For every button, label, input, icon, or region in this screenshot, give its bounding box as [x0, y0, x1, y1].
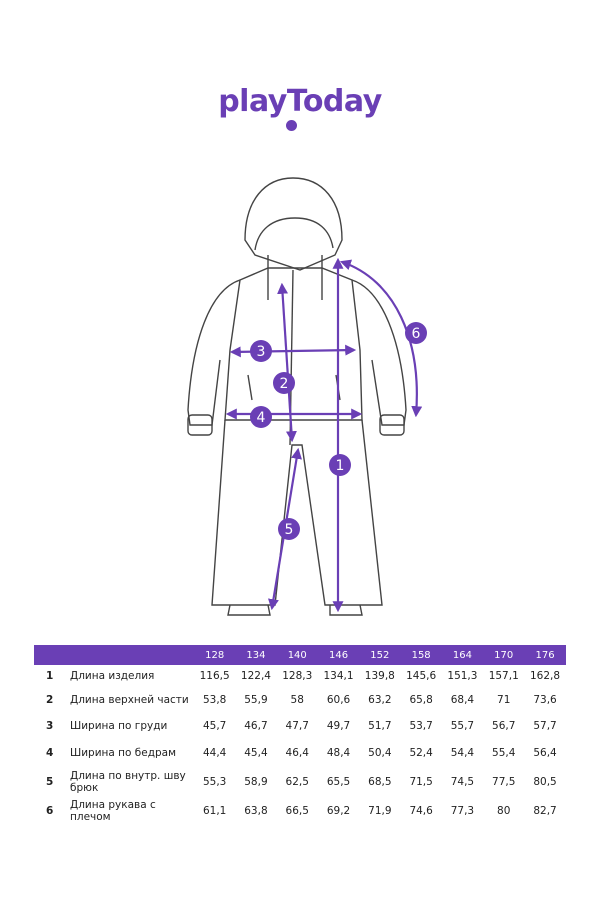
table-cell: 71,5: [409, 776, 433, 788]
table-cell: 45,4: [244, 747, 268, 759]
table-cell: 52,4: [409, 747, 433, 759]
table-row: [34, 767, 566, 797]
table-cell: 60,6: [326, 694, 351, 706]
size-header: 164: [452, 649, 472, 661]
table-cell: 53,8: [202, 694, 227, 706]
garment-diagram: [0, 160, 600, 630]
table-cell: 61,1: [202, 805, 227, 817]
size-header: 128: [205, 649, 225, 661]
measure-line-2: [279, 285, 292, 440]
row-number: 3: [46, 720, 54, 732]
table-row: [34, 797, 566, 825]
svg-text:6: 6: [411, 326, 421, 342]
table-cell: 55,7: [450, 720, 475, 732]
table-cell: 151,3: [447, 670, 478, 682]
svg-text:1: 1: [335, 458, 345, 474]
table-cell: 46,7: [244, 720, 268, 732]
table-cell: 68,4: [450, 694, 475, 706]
measure-badge-1: [329, 454, 351, 476]
table-cell: 68,5: [368, 776, 392, 788]
table-cell: 71,9: [368, 805, 392, 817]
table-cell: 74,5: [450, 776, 475, 788]
table-cell: 57,7: [533, 720, 557, 732]
svg-text:4: 4: [256, 410, 266, 426]
garment-outline: [188, 178, 406, 615]
table-cell: 71: [497, 694, 511, 706]
table-cell: 50,4: [368, 747, 392, 759]
row-label: Ширина по груди: [70, 720, 168, 732]
table-cell: 77,3: [450, 805, 475, 817]
table-cell: 69,2: [326, 805, 351, 817]
row-label: Ширина по бедрам: [70, 747, 177, 759]
table-cell: 77,5: [492, 776, 516, 788]
measure-badge-2: [273, 372, 295, 394]
table-cell: 55,3: [202, 776, 227, 788]
table-cell: 48,4: [326, 747, 351, 759]
size-header: 152: [370, 649, 390, 661]
row-label: Длина по внутр. шву брюк: [70, 770, 186, 794]
size-header: 146: [328, 649, 349, 661]
row-label: Длина рукава с плечом: [70, 799, 156, 823]
size-header: 170: [494, 649, 514, 661]
table-cell: 116,5: [199, 670, 230, 682]
measure-badge-6: [405, 322, 427, 344]
table-cell: 139,8: [364, 670, 395, 682]
table-cell: 157,1: [488, 670, 519, 682]
table-cell: 53,7: [409, 720, 433, 732]
brand-logo: playToday: [218, 84, 382, 119]
size-header: 158: [411, 649, 431, 661]
row-number: 1: [46, 670, 54, 682]
table-cell: 80,5: [533, 776, 557, 788]
table-row: [34, 739, 566, 767]
row-label: Длина верхней части: [70, 694, 189, 706]
table-cell: 45,7: [202, 720, 227, 732]
row-number: 2: [46, 694, 54, 706]
table-cell: 74,6: [409, 805, 433, 817]
table-cell: 65,8: [409, 694, 433, 706]
measure-badge-5: [278, 518, 300, 540]
measure-badge-4: [250, 406, 272, 428]
row-number: 4: [46, 747, 54, 759]
table-cell: 49,7: [326, 720, 351, 732]
table-cell: 46,4: [285, 747, 309, 759]
table-cell: 63,2: [368, 694, 392, 706]
table-cell: 58: [290, 694, 304, 706]
table-cell: 55,4: [492, 747, 516, 759]
table-cell: 145,6: [406, 670, 437, 682]
table-cell: 63,8: [244, 805, 268, 817]
row-label: Длина изделия: [70, 670, 155, 682]
logo-dot: [286, 120, 297, 131]
table-row: [34, 687, 566, 713]
table-row: [34, 665, 566, 687]
size-table: [34, 645, 566, 825]
table-cell: 62,5: [285, 776, 309, 788]
table-cell: 66,5: [285, 805, 309, 817]
size-header: 176: [535, 649, 555, 661]
table-cell: 162,8: [529, 670, 561, 682]
row-number: 6: [46, 805, 54, 817]
size-header: 140: [287, 649, 307, 661]
table-cell: 65,5: [326, 776, 351, 788]
table-cell: 47,7: [285, 720, 309, 732]
svg-text:3: 3: [256, 344, 266, 360]
size-table-header: [34, 645, 566, 665]
table-cell: 56,4: [533, 747, 557, 759]
svg-text:5: 5: [284, 522, 294, 538]
table-cell: 73,6: [533, 694, 557, 706]
table-cell: 122,4: [240, 670, 271, 682]
measure-badge-3: [250, 340, 272, 362]
table-row: [34, 713, 566, 739]
row-number: 5: [46, 776, 54, 788]
table-cell: 54,4: [450, 747, 475, 759]
table-cell: 134,1: [323, 670, 354, 682]
svg-text:2: 2: [279, 376, 289, 392]
size-header: 134: [246, 649, 266, 661]
table-cell: 55,9: [244, 694, 268, 706]
table-cell: 82,7: [533, 805, 557, 817]
table-cell: 51,7: [368, 720, 392, 732]
table-cell: 58,9: [244, 776, 268, 788]
table-cell: 128,3: [282, 670, 313, 682]
table-cell: 44,4: [202, 747, 227, 759]
table-cell: 80: [497, 805, 511, 817]
table-cell: 56,7: [492, 720, 516, 732]
